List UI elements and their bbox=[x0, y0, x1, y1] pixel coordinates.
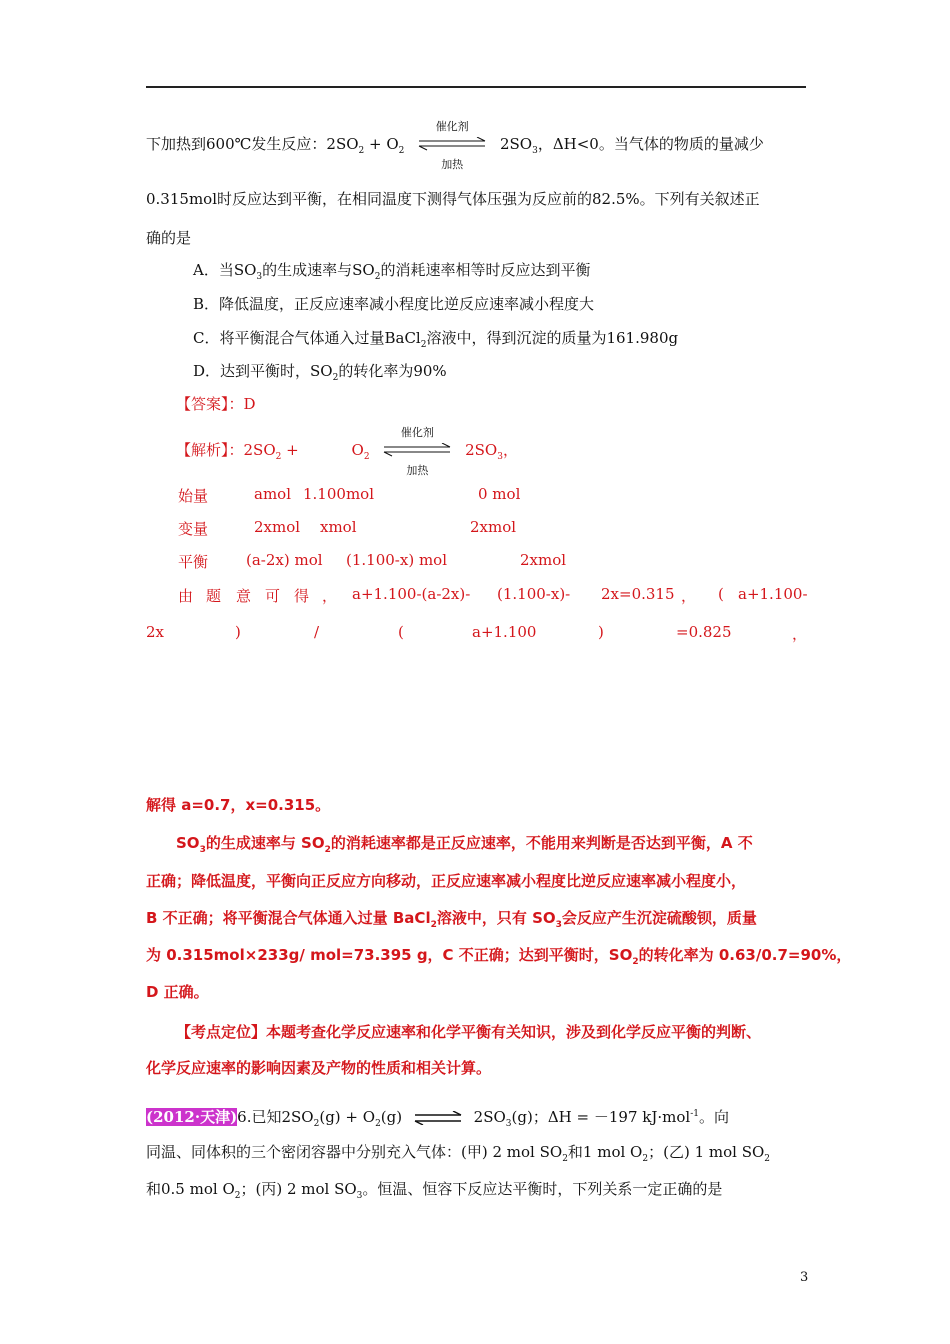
row-c3: 2xmol bbox=[520, 551, 567, 569]
derive-token: 得 bbox=[294, 587, 310, 605]
row-c3: 0 mol bbox=[478, 485, 521, 503]
solution-line-2: $SO_3$的生成速率与 $SO_2$的消耗速率都是正反应速率，不能用来判断是否达到平衡，A 不 bbox=[176, 834, 753, 855]
row-c2: (1.100-x) mol bbox=[346, 551, 447, 569]
derive-token: 2x bbox=[146, 623, 165, 641]
solution-line-4: B 不正确；将平衡混合气体通入过量 BaCl$_2$溶液中，只有 $SO_3$会反应产生沉淀硫酸钡，质量 bbox=[146, 909, 757, 930]
row-c1: amol bbox=[254, 485, 291, 503]
next-question-line-1: (2012·天津)6.已知$2SO_2(g) + O_2(g)$ $2SO_3(g)$；ΔH = －197 kJ·mol$^{-1}$。向 bbox=[146, 1108, 729, 1129]
row-c1: 2xmol bbox=[254, 518, 301, 536]
header-rule bbox=[146, 86, 806, 88]
solution-line-3: 正确；降低温度，平衡向正反应方向移动，正反应速率减小程度比逆反应速率减小程度小， bbox=[146, 872, 747, 890]
derive-token: ， bbox=[792, 625, 808, 643]
solution-line-5: 为 0.315mol×233g/ mol=73.395 g，C 不正确；达到平衡时，$SO_2$的转化率为 0.63/0.7=90%， bbox=[146, 946, 852, 967]
row-name: 变量 bbox=[178, 520, 209, 538]
row-c2: 1.100mol bbox=[303, 485, 374, 503]
derive-token: 意 bbox=[236, 587, 252, 605]
derive-token: ( bbox=[718, 585, 724, 603]
derive-token: 题 bbox=[206, 587, 222, 605]
row-c2: xmol bbox=[320, 518, 357, 536]
problem-line-1: 下加热到600℃发生反应：$2SO_2 + O_2$ 催化剂 加热 $2SO_3$，ΔH<0。当气体的物质的量减少 bbox=[146, 120, 764, 171]
derive-token: 2x=0.315 bbox=[601, 585, 675, 603]
next-question-line-2: 同温、同体积的三个密闭容器中分别充入气体：(甲) 2 mol $SO_2$和1 mol $O_2$；(乙) 1 mol $SO_2$ bbox=[146, 1143, 771, 1164]
row-name: 始量 bbox=[178, 487, 209, 505]
derive-token: ， bbox=[681, 587, 697, 605]
derive-token: ) bbox=[235, 623, 241, 641]
problem-line-2: 0.315mol时反应达到平衡，在相同温度下测得气体压强为反应前的82.5%。下列有关叙述正 bbox=[146, 190, 760, 208]
derive-token: (1.100-x)- bbox=[497, 585, 571, 603]
derive-token: a+1.100- bbox=[738, 585, 808, 603]
option-b: B．降低温度，正反应速率减小程度比逆反应速率减小程度大 bbox=[193, 295, 595, 313]
row-c1: (a-2x) mol bbox=[246, 551, 323, 569]
option-d: D．达到平衡时，$SO_2$的转化率为90% bbox=[193, 362, 447, 383]
option-a: A．当$SO_3$的生成速率与$SO_2$的消耗速率相等时反应达到平衡 bbox=[193, 261, 591, 282]
analysis-equation: 【解析】：$2SO_2 + O_2$ 催化剂 加热 $2SO_3$， bbox=[176, 426, 518, 477]
derive-token: ， bbox=[322, 587, 338, 605]
derive-token: ( bbox=[398, 623, 404, 641]
kaodian-line-1: 【考点定位】本题考查化学反应速率和化学平衡有关知识，涉及到化学反应平衡的判断、 bbox=[176, 1023, 762, 1041]
source-tag: (2012·天津) bbox=[146, 1108, 238, 1126]
option-c: C．将平衡混合气体通入过量BaCl$_2$溶液中，得到沉淀的质量为161.980g bbox=[193, 329, 679, 350]
row-name: 平衡 bbox=[178, 553, 209, 571]
derive-token: ) bbox=[598, 623, 604, 641]
solution-line-1: 解得 a=0.7，x=0.315。 bbox=[146, 796, 331, 814]
analysis-arrow: 催化剂 加热 bbox=[382, 441, 452, 461]
answer: 【答案】：D bbox=[176, 395, 256, 413]
derive-token: =0.825 bbox=[676, 623, 732, 641]
derive-token: 由 bbox=[178, 587, 194, 605]
equilibrium-arrow-icon bbox=[413, 1111, 463, 1125]
kaodian-line-2: 化学反应速率的影响因素及产物的性质和相关计算。 bbox=[146, 1059, 492, 1077]
derive-token: / bbox=[314, 623, 320, 641]
solution-line-6: D 正确。 bbox=[146, 983, 209, 1001]
problem-line-3: 确的是 bbox=[146, 229, 192, 247]
equilibrium-arrow: 催化剂 加热 bbox=[417, 135, 487, 155]
next-question-line-3: 和0.5 mol $O_2$；(丙) 2 mol $SO_3$。恒温、恒容下反应达平衡时，下列关系一定正确的是 bbox=[146, 1180, 723, 1201]
derive-token: a+1.100-(a-2x)- bbox=[352, 585, 471, 603]
derive-token: a+1.100 bbox=[472, 623, 537, 641]
row-c3: 2xmol bbox=[470, 518, 517, 536]
derive-token: 可 bbox=[265, 587, 281, 605]
page-number: 3 bbox=[800, 1270, 809, 1285]
